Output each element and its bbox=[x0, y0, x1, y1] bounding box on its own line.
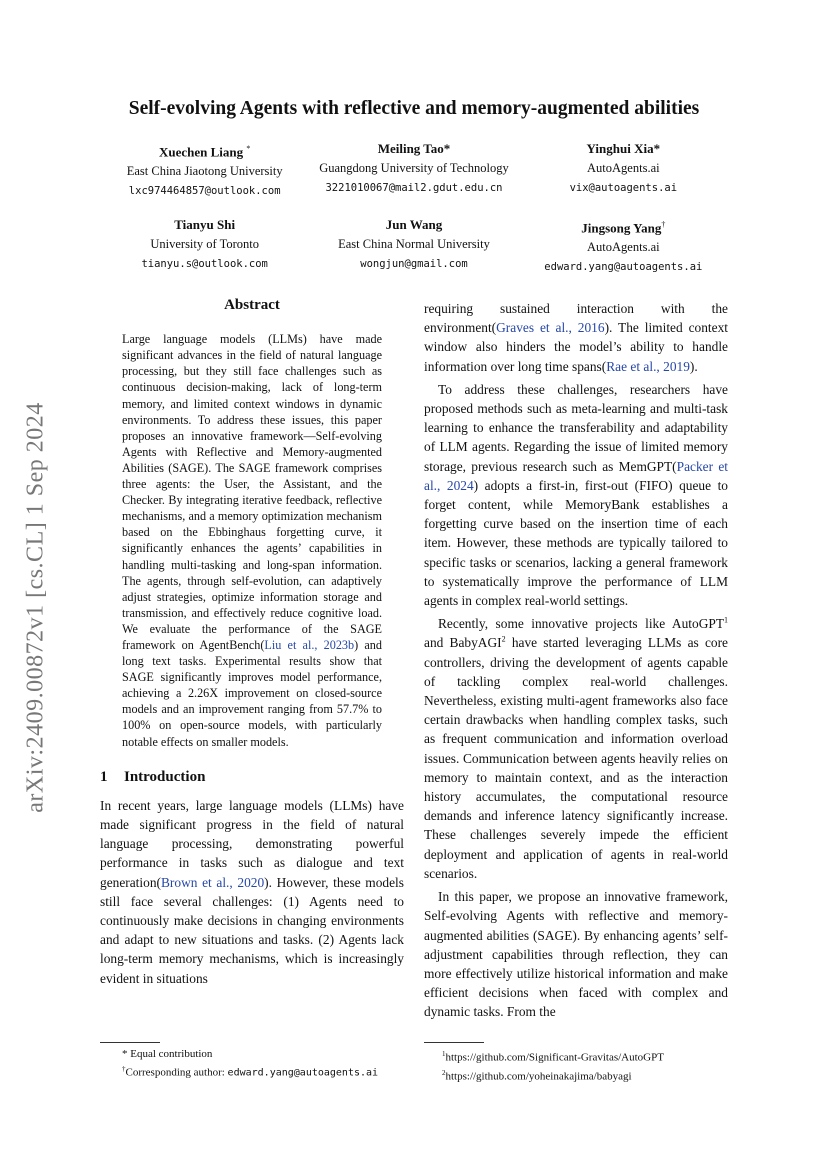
author-row-1 bbox=[100, 140, 728, 201]
author-row-2 bbox=[100, 216, 728, 277]
author-name: Yinghui Xia* bbox=[586, 141, 661, 156]
footnotes-right bbox=[424, 1042, 728, 1084]
intro-paragraph-3: Recently, some innovative projects like AutoGPT$^1$ and BabyAGI$^2$ have started leveraging LLMs as core controllers, driving the development of agents capable of tackling complex real-world challenges. Nevertheless, existing multi-agent frameworks also face certain drawbacks when handling complex tasks, such as frequent communication and information overload issues. Communication between agents heavily relies on memory to maintain context, and as the interaction history accumulates, the computational resource demands and inference latency significantly increase. These challenges severely impede the efficient deployment and application of agents in real-world scenarios. bbox=[424, 615, 728, 881]
citation-link[interactable]: Packer et al., 2024 bbox=[424, 458, 728, 493]
intro-paragraph-1-part-2: requiring sustained interaction with the environment(Graves et al., 2016). The limited context window also hinders the model’s ability to handle information over long time spans(Rae et al., 2019). bbox=[424, 301, 728, 374]
author-mark: † bbox=[661, 220, 666, 229]
author-email: tianyu.s@outlook.com bbox=[141, 258, 268, 270]
citation-link[interactable]: Brown et al., 2020 bbox=[160, 874, 265, 890]
author-email: lxc974464857@outlook.com bbox=[128, 185, 281, 198]
author-block bbox=[519, 140, 728, 201]
arxiv-identifier: arXiv:2409.00872v1 [cs.CL] 1 Sep 2024 bbox=[22, 401, 49, 813]
section-number: 1 bbox=[100, 768, 108, 785]
author-email: vix@autoagents.ai bbox=[569, 182, 678, 194]
author-affiliation: East China Normal University bbox=[338, 237, 490, 251]
author-block bbox=[100, 216, 309, 277]
footnote-corresponding-author: †Corresponding author: edward.yang@autoagents.ai bbox=[122, 1065, 379, 1079]
section-title: Introduction bbox=[124, 768, 206, 785]
author-name: Jingsong Yang bbox=[581, 220, 662, 236]
author-block bbox=[309, 216, 518, 277]
footnote-ref[interactable]: 1 bbox=[724, 615, 728, 625]
intro-paragraph-4: In this paper, we propose an innovative framework, Self-evolving Agents with reflective and memory-augmented abilities (SAGE). By enhancing agents’ self-adjustment capabilities through reflection, they can more effectively utilize historical information and make efficient decisions when faced with complex and dynamic tasks. From the bbox=[424, 889, 728, 1020]
footnote-equal-contribution: * Equal contribution bbox=[122, 1048, 213, 1060]
author-block bbox=[100, 140, 309, 201]
author-affiliation: University of Toronto bbox=[150, 237, 259, 251]
author-affiliation: AutoAgents.ai bbox=[587, 161, 660, 175]
intro-paragraph-1-part-1: In recent years, large language models (LLMs) have made significant progress in the field of natural language processing, demonstrating powerful performance in tasks such as dialogue and text generation(Brown et al., 2020). However, these models still face several challenges: (1) Agents need to continuously make decisions in changing environments and adapt to new situations and tasks. (2) Agents lack long-term memory mechanisms, which is increasingly evident in situations bbox=[100, 797, 404, 986]
author-name: Xuechen Liang bbox=[158, 144, 244, 160]
footnote-url[interactable]: https://github.com/Significant-Gravitas/AutoGPT bbox=[445, 1051, 664, 1064]
author-affiliation: East China Jiaotong University bbox=[126, 164, 283, 179]
author-email: 3221010067@mail2.gdut.edu.cn bbox=[325, 182, 503, 194]
author-name: Tianyu Shi bbox=[174, 217, 236, 232]
corresponding-email: edward.yang@autoagents.ai bbox=[227, 1067, 379, 1079]
footnote-url[interactable]: https://github.com/yoheinakajima/babyagi bbox=[445, 1070, 632, 1083]
intro-paragraph-2: To address these challenges, researchers have proposed methods such as meta-learning and multi-task learning to enhance the transferability and adaptability of LLM agents. Regarding the issue of limited memory storage, previous research such as MemGPT(Packer et al., 2024) adopts a first-in, first-out (FIFO) queue to forget content, while MemoryBank establishes a forgetting curve based on the insertion time of each item. However, these methods are typically tailored to specific tasks or scenarios, lacking a general framework to systematically improve the performance of LLM agents in complex real-world settings. bbox=[424, 381, 728, 609]
author-mark: * bbox=[246, 144, 251, 153]
author-affiliation: AutoAgents.ai bbox=[587, 240, 660, 255]
footnote-rule bbox=[100, 1042, 160, 1043]
footnote-ref[interactable]: 2 bbox=[501, 634, 506, 644]
footnotes-left bbox=[100, 1042, 404, 1081]
section-heading-introduction bbox=[100, 768, 404, 787]
author-affiliation: Guangdong University of Technology bbox=[319, 161, 509, 175]
citation-link[interactable]: Liu et al., 2023b bbox=[264, 637, 355, 652]
footnote-babyagi: $^2$https://github.com/yoheinakajima/babyagi bbox=[442, 1068, 632, 1083]
citation-link[interactable]: Rae et al., 2019 bbox=[606, 358, 690, 374]
left-column bbox=[100, 296, 404, 988]
footnote-rule bbox=[424, 1042, 484, 1043]
author-name: Meiling Tao* bbox=[377, 141, 451, 156]
author-name: Jun Wang bbox=[385, 217, 443, 232]
citation-link[interactable]: Graves et al., 2016 bbox=[496, 320, 605, 336]
author-email: edward.yang@autoagents.ai bbox=[544, 261, 703, 274]
paper-title: Self-evolving Agents with reflective and memory-augmented abilities bbox=[128, 98, 700, 119]
right-column bbox=[424, 299, 728, 1022]
author-block bbox=[519, 216, 728, 277]
author-email: wongjun@gmail.com bbox=[360, 258, 468, 270]
abstract-heading: Abstract bbox=[224, 297, 280, 313]
author-block bbox=[309, 140, 518, 201]
footnote-autogpt: $^1$https://github.com/Significant-Gravitas/AutoGPT bbox=[442, 1050, 664, 1064]
abstract-text: Large language models (LLMs) have made significant advances in the field of natural language processing, but they still face challenges such as continuous decision-making, lack of long-term memory, and limited context windows in dynamic environments. To address these issues, this paper proposes an innovative framework—Self-evolving Agents with Reflective and Memory-augmented Abilities (SAGE). The SAGE framework comprises three agents: the User, the Assistant, and the Checker. By integrating iterative feedback, reflective mechanisms, and a memory optimization mechanism based on the Ebbinghaus forgetting curve, it significantly enhances the agents’ capabilities in handling multi-tasking and long-span information. The agents, through self-evolution, can adaptively adjust strategies, optimize information storage and transmission, and effectively reduce cognitive load. We evaluate the performance of the SAGE framework on AgentBench(Liu et al., 2023b) and long text tasks. Experimental results show that SAGE significantly improves model performance, achieving a 2.26X improvement on closed-source models and an improvement ranging from 57.7% to 100% on open-source models, with particularly notable effects on smaller models. bbox=[122, 332, 382, 749]
